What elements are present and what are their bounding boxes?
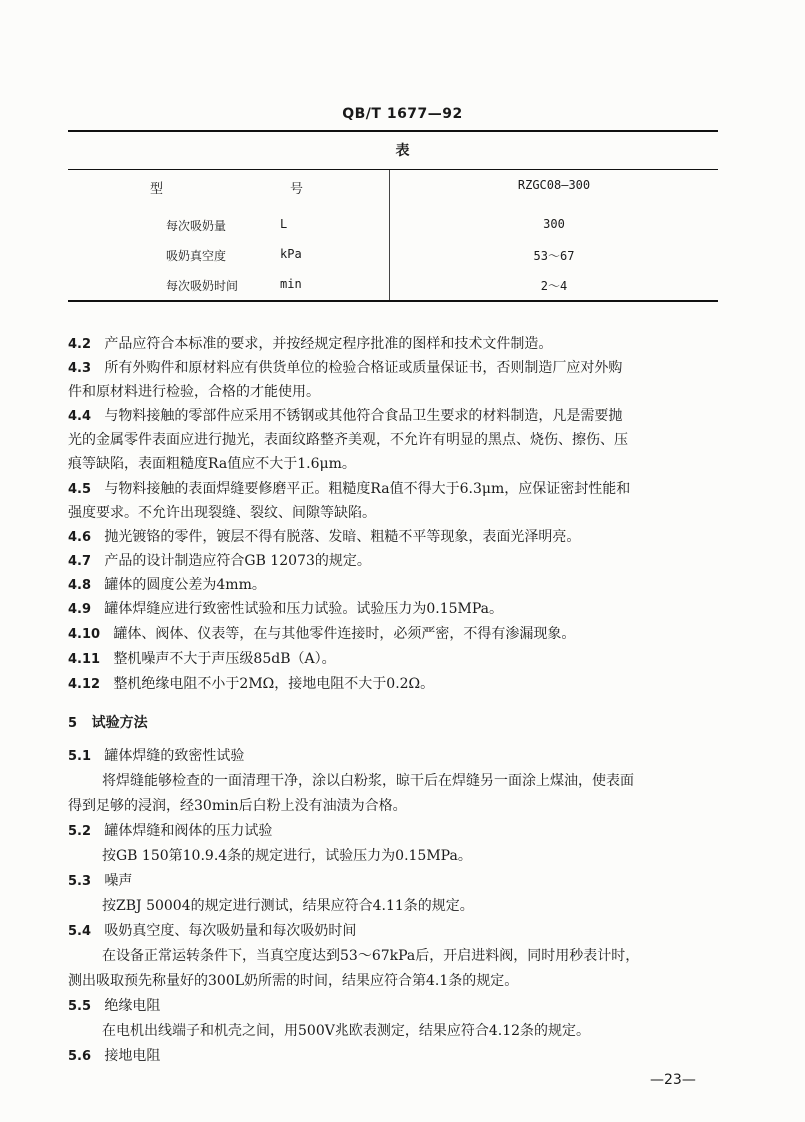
clause-5-6 <box>68 1045 718 1065</box>
table-row <box>68 247 718 277</box>
clause-number: 4.6 <box>68 530 92 545</box>
clause-4-9 <box>68 598 718 618</box>
clause-5-2 <box>68 820 718 840</box>
clause-text: 产品应符合本标准的要求，并按经规定程序批准的图样和技术文件制造。 <box>104 336 553 352</box>
clause-text: 吸奶真空度、每次吸奶量和每次吸奶时间 <box>104 923 357 939</box>
clause-4-6 <box>68 526 718 546</box>
page-number: —23— <box>650 1072 696 1088</box>
clause-number: 4.5 <box>68 482 92 497</box>
clause-text: 所有外购件和原材料应有供货单位的检验合格证或质量保证书，否则制造厂应对外购 <box>104 360 623 376</box>
clause-text: 产品的设计制造应符合GB 12073的规定。 <box>104 553 371 569</box>
clause-text: 整机绝缘电阻不小于2MΩ，接地电阻不大于0.2Ω。 <box>113 676 435 692</box>
clause-number: 5.5 <box>68 999 92 1014</box>
clause-number: 4.8 <box>68 578 92 593</box>
section-title: 试验方法 <box>91 715 148 731</box>
clause-text: 噪声 <box>104 873 133 889</box>
clause-4-10 <box>68 623 718 643</box>
clause-4-3 <box>68 357 718 377</box>
clause-5-3-body: 按ZBJ 50004的规定进行测试，结果应符合4.11条的规定。 <box>102 898 474 914</box>
clause-number: 4.9 <box>68 602 92 617</box>
clause-number: 4.3 <box>68 361 92 376</box>
table-row <box>68 217 718 247</box>
table-header-rule <box>68 169 718 170</box>
clause-text: 抛光镀铬的零件，镀层不得有脱落、发暗、粗糙不平等现象，表面光泽明亮。 <box>104 529 581 545</box>
section-number: 5 <box>68 716 78 731</box>
clause-5-4-body: 测出吸取预先称量好的300L奶所需的时间，结果应符合第4.1条的规定。 <box>68 973 519 989</box>
table-head-model-value: RZGC08—300 <box>517 178 591 192</box>
clause-text: 接地电阻 <box>104 1048 161 1064</box>
row-name: 每次吸奶时间 <box>166 279 239 293</box>
clause-5-5-body: 在电机出线端子和机壳之间，用500V兆欧表测定，结果应符合4.12条的规定。 <box>102 1023 591 1039</box>
table-title: 表 <box>395 143 410 159</box>
clause-text: 与物料接触的表面焊缝要修磨平正。粗糙度Ra值不得大于6.3μm，应保证密封性能和 <box>104 481 631 497</box>
clause-text: 罐体、阀体、仪表等，在与其他零件连接时，必须严密，不得有渗漏现象。 <box>113 626 576 642</box>
clause-number: 5.1 <box>68 749 92 764</box>
clause-4-4-cont: 光的金属零件表面应进行抛光，表面纹路整齐美观，不允许有明显的黑点、烧伤、擦伤、压 <box>68 432 628 448</box>
clause-5-1-body: 将焊缝能够检查的一面清理干净，涂以白粉浆，晾干后在焊缝另一面涂上煤油，使表面 <box>102 773 634 789</box>
clause-text: 罐体焊缝的致密性试验 <box>104 748 245 764</box>
clause-number: 4.2 <box>68 337 92 352</box>
row-value: 53～67 <box>533 249 575 263</box>
clause-4-3-cont: 件和原材料进行检验，合格的才能使用。 <box>68 384 320 400</box>
clause-number: 4.12 <box>68 677 101 692</box>
header-rule <box>68 130 718 132</box>
clause-5-1 <box>68 745 718 765</box>
clause-4-4 <box>68 405 718 425</box>
clause-4-11 <box>68 648 718 668</box>
table-head-model: 型 <box>150 182 164 197</box>
clause-5-4 <box>68 920 718 940</box>
clause-number: 5.3 <box>68 874 92 889</box>
clause-4-5-cont: 强度要求。不允许出现裂缝、裂纹、间隙等缺陷。 <box>68 505 376 521</box>
clause-number: 4.4 <box>68 409 92 424</box>
clause-number: 5.4 <box>68 924 92 939</box>
table-bottom-rule <box>68 300 718 302</box>
clause-4-4-cont: 痕等缺陷，表面粗糙度Ra值应不大于1.6μm。 <box>68 456 356 472</box>
clause-5-5 <box>68 995 718 1015</box>
clause-number: 4.10 <box>68 627 101 642</box>
section-5-heading <box>68 712 718 732</box>
row-unit: L <box>280 217 288 231</box>
clause-5-3 <box>68 870 718 890</box>
clause-text: 整机噪声不大于声压级85dB（A）。 <box>113 651 336 667</box>
row-name: 每次吸奶量 <box>166 219 227 233</box>
clause-4-12 <box>68 673 718 693</box>
clause-number: 5.6 <box>68 1049 92 1064</box>
clause-4-8 <box>68 574 718 594</box>
clause-text: 罐体焊缝和阀体的压力试验 <box>104 823 273 839</box>
row-value: 300 <box>543 217 565 231</box>
row-value: 2～4 <box>540 279 568 293</box>
clause-4-7 <box>68 550 718 570</box>
clause-5-2-body: 按GB 150第10.9.4条的规定进行，试验压力为0.15MPa。 <box>102 848 472 864</box>
clause-number: 4.7 <box>68 554 92 569</box>
clause-4-2 <box>68 333 718 353</box>
clause-5-1-body: 得到足够的浸润，经30min后白粉上没有油渍为合格。 <box>68 798 407 814</box>
table-header-row <box>68 178 718 208</box>
clause-text: 罐体的圆度公差为4mm。 <box>104 577 266 593</box>
clause-number: 4.11 <box>68 652 101 667</box>
row-name: 吸奶真空度 <box>166 249 227 263</box>
clause-number: 5.2 <box>68 824 92 839</box>
row-unit: min <box>280 277 302 291</box>
row-unit: kPa <box>280 247 302 261</box>
clause-text: 罐体焊缝应进行致密性试验和压力试验。试验压力为0.15MPa。 <box>104 601 504 617</box>
table-row <box>68 277 718 307</box>
standard-code-header: QB/T 1677—92 <box>342 106 463 122</box>
clause-5-4-body: 在设备正常运转条件下，当真空度达到53～67kPa后，开启进料阀，同时用秒表计时， <box>102 948 640 964</box>
clause-text: 与物料接触的零部件应采用不锈钢或其他符合食品卫生要求的材料制造，凡是需要抛 <box>104 408 623 424</box>
clause-text: 绝缘电阻 <box>104 998 161 1014</box>
table-head-number: 号 <box>290 182 304 197</box>
clause-4-5 <box>68 478 718 498</box>
